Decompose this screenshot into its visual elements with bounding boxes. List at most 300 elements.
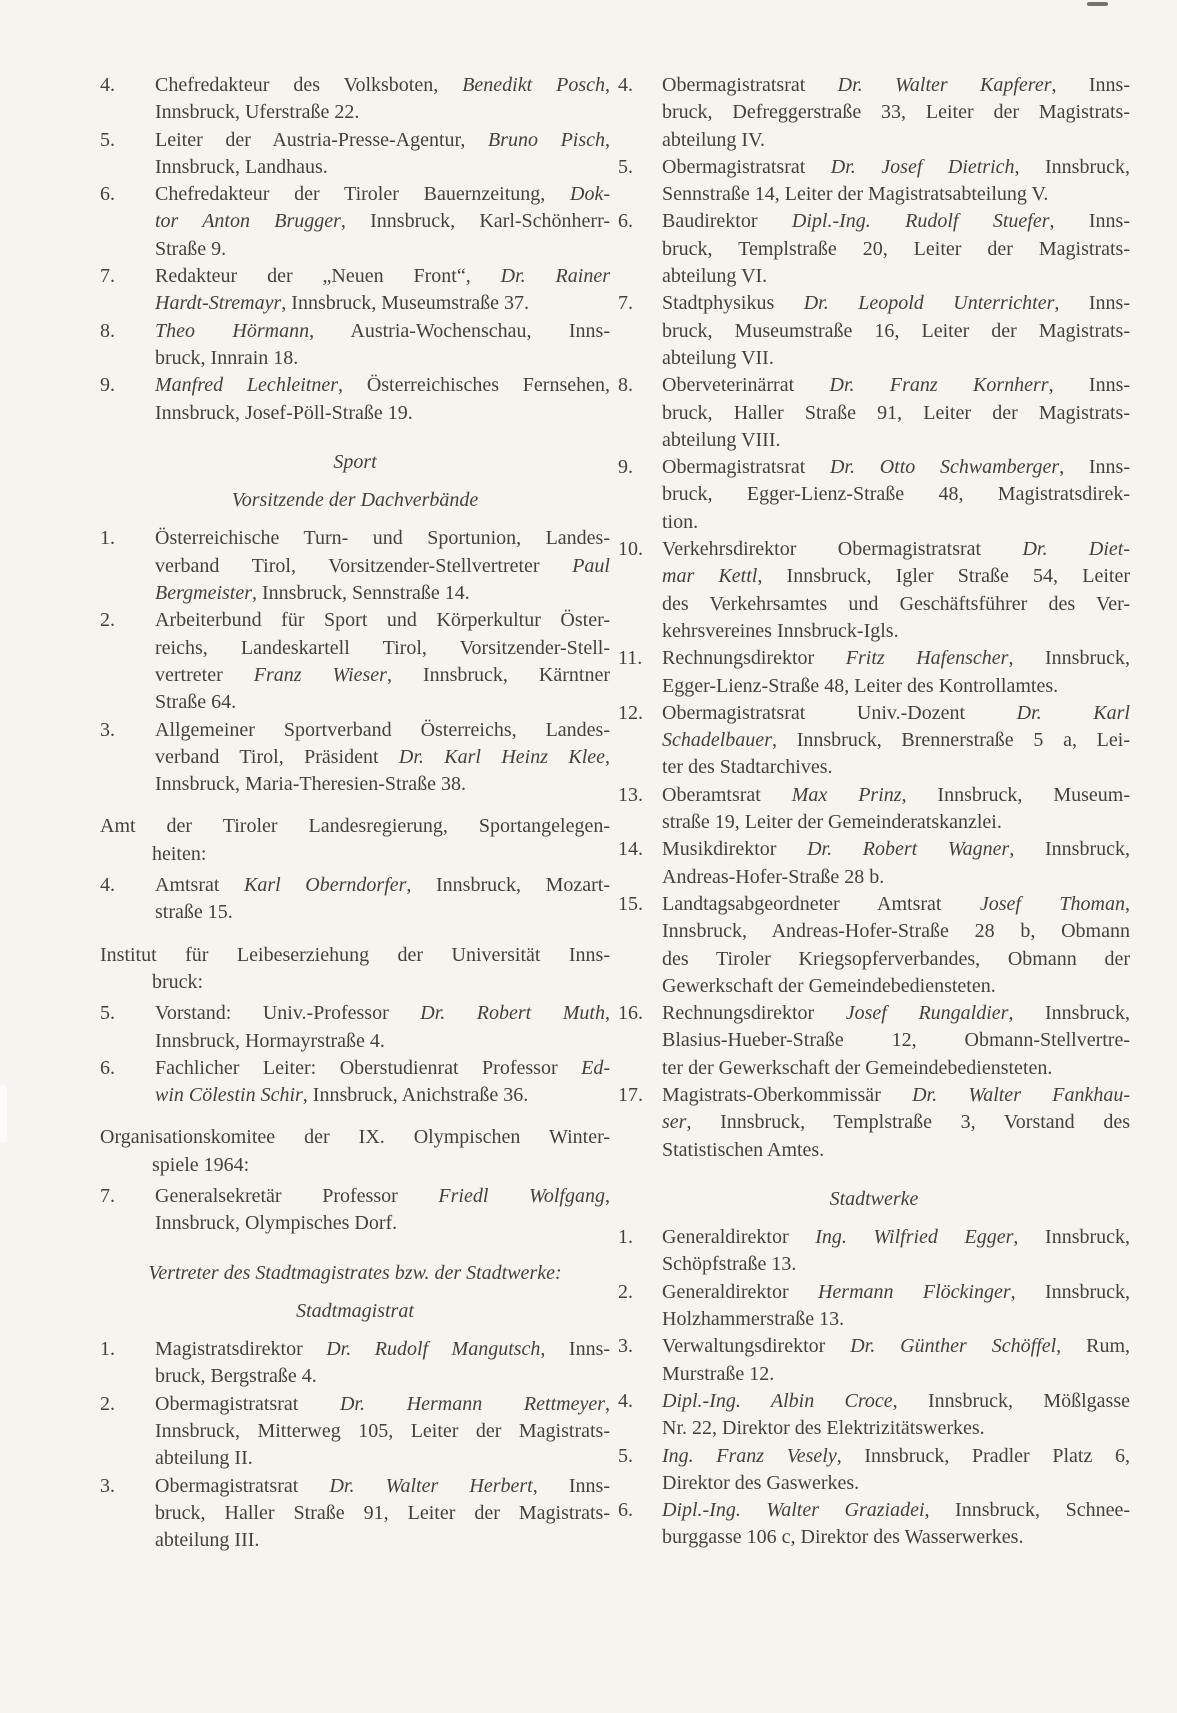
item-number: 8. — [618, 374, 633, 397]
text-line — [618, 645, 1130, 672]
italic-name: Ing. Wilfried Egger — [815, 1226, 1014, 1249]
italic-name: Ing. Franz Vesely — [662, 1444, 837, 1467]
text-line — [100, 290, 610, 317]
italic-name: Dr. Rainer — [500, 265, 610, 288]
text-line — [618, 618, 1130, 645]
text-line — [618, 973, 1130, 1000]
text-run: Amt der Tiroler Landesregierung, Sportangelegen- — [100, 815, 610, 838]
text-run: Rechnungsdirektor — [662, 647, 846, 670]
italic-name: ser — [662, 1111, 687, 1134]
text-run: spiele 1964: — [152, 1153, 250, 1176]
text-line — [100, 99, 610, 126]
italic-name: Franz Wieser — [253, 663, 387, 686]
text-line — [618, 1055, 1130, 1082]
text-line — [618, 154, 1130, 181]
item-number: 8. — [100, 319, 115, 342]
text-line — [618, 1137, 1130, 1164]
list-item — [618, 208, 1130, 290]
text-line — [100, 1336, 610, 1363]
text-run: Innsbruck, Olympisches Dorf. — [155, 1212, 398, 1235]
list-item — [100, 263, 610, 318]
item-number: 5. — [100, 1002, 115, 1025]
text-line — [618, 1443, 1130, 1470]
text-line — [618, 127, 1130, 154]
text-run: , Innsbruck, Schnee- — [924, 1499, 1130, 1522]
list-item — [100, 717, 610, 799]
italic-name: Fritz Hafenscher — [845, 647, 1009, 670]
list-item — [618, 290, 1130, 372]
text-run: Straße 9. — [155, 237, 227, 260]
text-line — [618, 1333, 1130, 1360]
text-line — [618, 290, 1130, 317]
text-line — [100, 154, 610, 181]
list-item — [618, 836, 1130, 891]
italic-name: Dr. Walter Herbert — [329, 1474, 533, 1497]
text-run: , Innsbruck, — [1009, 838, 1130, 861]
text-run: vertreter — [155, 663, 254, 686]
text-run: straße 19, Leiter der Gemeinderatskanzlei. — [662, 811, 1002, 834]
text-run: , Innsbruck, Museumstraße 37. — [281, 292, 530, 315]
italic-name: Theo Hörmann — [155, 319, 310, 342]
text-run: Leiter der Austria-Presse-Agentur, — [155, 128, 488, 151]
text-line — [100, 969, 610, 996]
text-run: Obermagistratsrat — [662, 155, 831, 178]
list-item — [100, 372, 610, 427]
item-number: 16. — [618, 1002, 643, 1025]
text-run: Innsbruck, Mitterweg 105, Leiter der Magistrats- — [155, 1420, 610, 1443]
paragraph — [100, 927, 610, 997]
list-item — [618, 72, 1130, 154]
text-run: , Innsbruck, Sennstraße 14. — [252, 582, 470, 605]
text-line — [618, 1224, 1130, 1251]
text-run: , Innsbruck, Mößlgasse — [892, 1389, 1130, 1412]
text-line — [618, 481, 1130, 508]
item-number: 5. — [100, 128, 115, 151]
italic-name: Dr. Hermann Rettmeyer — [339, 1392, 606, 1415]
italic-name: Dr. Karl Heinz Klee — [398, 745, 606, 768]
text-line — [618, 454, 1130, 481]
list-item — [100, 127, 610, 182]
text-run: Arbeiterbund für Sport und Körperkultur Öster- — [155, 609, 610, 632]
list-item — [100, 868, 610, 927]
italic-name: Dipl.-Ing. Rudolf Stuefer — [791, 210, 1050, 233]
list-item — [618, 1279, 1130, 1334]
list-item — [618, 372, 1130, 454]
text-run: abteilung II. — [155, 1447, 253, 1470]
text-line — [618, 427, 1130, 454]
text-line — [618, 864, 1130, 891]
text-run: des Tiroler Kriegsopferverbandes, Obmann der — [662, 947, 1130, 970]
text-line — [618, 1279, 1130, 1306]
text-run: verband Tirol, Präsident — [155, 745, 399, 768]
text-run: , — [605, 1184, 610, 1207]
text-line — [618, 1388, 1130, 1415]
text-run: heiten: — [152, 842, 207, 865]
item-number: 9. — [100, 374, 115, 397]
text-run: , — [605, 128, 611, 151]
italic-name: Dr. Robert Muth — [420, 1002, 605, 1025]
text-run: , Innsbruck, Museum- — [901, 783, 1130, 806]
text-line — [618, 72, 1130, 99]
text-run: Allgemeiner Sportverband Österreichs, Landes- — [155, 718, 610, 741]
list-item — [100, 1336, 610, 1391]
item-number: 7. — [618, 292, 633, 315]
text-run: Stadtphysikus — [662, 292, 804, 315]
text-line — [100, 345, 610, 372]
text-run: Schöpfstraße 13. — [662, 1253, 797, 1276]
list-item — [618, 1443, 1130, 1498]
list-item — [100, 1391, 610, 1473]
text-run: Baudirektor — [662, 210, 792, 233]
text-line — [618, 400, 1130, 427]
text-run: Obermagistratsrat — [155, 1474, 330, 1497]
item-number: 4. — [618, 74, 633, 96]
text-line — [100, 1527, 610, 1554]
list-item — [618, 1333, 1130, 1388]
text-run: Statistischen Amtes. — [662, 1138, 825, 1161]
text-run: des Verkehrsamtes und Geschäftsführer des Ver- — [662, 592, 1130, 615]
item-number: 1. — [618, 1226, 633, 1249]
list-item — [618, 1000, 1130, 1082]
item-number: 6. — [100, 1056, 115, 1079]
text-run: Innsbruck, Maria-Theresien-Straße 38. — [155, 773, 466, 796]
text-run: , Innsbruck, Pradler Platz 6, — [836, 1444, 1130, 1467]
text-run: , Innsbruck, Brennerstraße 5 a, Lei- — [771, 729, 1130, 752]
text-line — [618, 208, 1130, 235]
text-run: , Innsbruck, — [1014, 155, 1131, 178]
italic-name: Dr. Leopold Unterrichter — [803, 292, 1055, 315]
italic-name: Dok- — [570, 183, 610, 206]
text-run: , Innsbruck, Templstraße 3, Vorstand des — [686, 1111, 1130, 1134]
item-number: 3. — [100, 1474, 115, 1497]
text-run: Egger-Lienz-Straße 48, Leiter des Kontrollamtes. — [662, 674, 1059, 697]
text-run: Sennstraße 14, Leiter der Magistratsabteilung V. — [662, 183, 1049, 206]
text-line — [618, 809, 1130, 836]
text-line — [100, 717, 610, 744]
italic-name: Dr. Otto Schwamberger — [829, 456, 1060, 479]
item-number: 14. — [618, 838, 643, 861]
text-line — [100, 400, 610, 427]
list-item — [100, 607, 610, 716]
text-line — [100, 208, 610, 235]
text-run: Verwaltungsdirektor — [662, 1335, 851, 1358]
text-run: Direktor des Gaswerkes. — [662, 1471, 860, 1494]
italic-name: Schadelbauer — [662, 729, 772, 752]
item-number: 3. — [100, 718, 115, 741]
italic-name: Bergmeister — [155, 582, 253, 605]
section-heading: Sport — [333, 450, 377, 473]
text-line — [100, 1363, 610, 1390]
text-run: tion. — [662, 510, 699, 533]
text-line — [100, 1391, 610, 1418]
italic-name: Bruno Pisch — [487, 128, 606, 151]
italic-name: mar Kettl — [662, 565, 758, 588]
text-run: bruck, Templstraße 20, Leiter der Magistrats- — [662, 237, 1130, 260]
list-item — [618, 1082, 1130, 1164]
text-run: abteilung VI. — [662, 265, 768, 288]
text-run: bruck, Museumstraße 16, Leiter der Magistrats- — [662, 319, 1130, 342]
text-run: ter der Gewerkschaft der Gemeindebediensteten. — [662, 1056, 1053, 1079]
text-run: , Inns- — [1059, 456, 1130, 479]
page-corner-mark — [1087, 2, 1108, 6]
italic-name: win Cölestin Schir — [155, 1084, 303, 1107]
italic-name: Dr. Günther Schöffel — [850, 1335, 1057, 1358]
text-line — [618, 99, 1130, 126]
text-run: straße 15. — [155, 901, 233, 924]
text-line — [618, 1470, 1130, 1497]
text-line — [618, 673, 1130, 700]
list-item — [100, 72, 610, 127]
text-line — [618, 345, 1130, 372]
text-run: bruck, Defreggerstraße 33, Leiter der Magistrats- — [662, 101, 1130, 124]
italic-name: Max Prinz — [791, 783, 902, 806]
text-run: Fachlicher Leiter: Oberstudienrat Professor — [155, 1056, 582, 1079]
text-run: bruck, Egger-Lienz-Straße 48, Magistratsdirek- — [662, 483, 1130, 506]
text-run: , Inns- — [540, 1338, 611, 1361]
text-line — [100, 872, 610, 899]
text-line — [100, 1082, 610, 1109]
text-line — [100, 1500, 610, 1527]
text-run: burggasse 106 c, Direktor des Wasserwerkes. — [662, 1526, 1024, 1549]
text-line — [618, 891, 1130, 918]
text-run: bruck, Haller Straße 91, Leiter der Magistrats- — [662, 401, 1130, 424]
list-item — [100, 1179, 610, 1238]
item-number: 2. — [100, 1392, 115, 1415]
text-run: , Austria-Wochenschau, Inns- — [309, 319, 610, 342]
text-line — [100, 1028, 610, 1055]
section-heading: Vertreter des Stadtmagistrates bzw. der Stadtwerke: — [148, 1261, 562, 1284]
text-line — [100, 771, 610, 798]
text-run: Österreichische Turn- und Sportunion, Landes- — [155, 527, 610, 550]
text-run: Obermagistratsrat — [662, 456, 830, 479]
item-number: 7. — [100, 1184, 115, 1207]
text-line — [100, 1445, 610, 1472]
section-heading: Vorsitzende der Dachverbände — [231, 489, 479, 512]
text-line — [618, 536, 1130, 563]
italic-name: Benedikt Posch — [462, 74, 605, 96]
list-item — [100, 181, 610, 263]
text-run: , — [1124, 892, 1130, 915]
text-run: bruck: — [152, 970, 204, 993]
italic-name: Karl Oberndorfer — [244, 874, 407, 897]
list-item — [618, 536, 1130, 645]
text-run: Gewerkschaft der Gemeindebediensteten. — [662, 974, 996, 997]
text-run: abteilung IV. — [662, 128, 765, 151]
italic-name: Dr. Karl — [1016, 701, 1130, 724]
text-line — [100, 72, 610, 99]
list-item — [618, 645, 1130, 700]
italic-name: Dr. Walter Fankhau- — [912, 1083, 1130, 1106]
text-run: Musikdirektor — [662, 838, 808, 861]
item-number: 6. — [618, 210, 633, 233]
list-item — [618, 454, 1130, 536]
text-line — [618, 782, 1130, 809]
text-run: , — [605, 745, 611, 768]
text-run: Innsbruck, Landhaus. — [155, 155, 328, 178]
text-run: Redakteur der „Neuen Front“, — [155, 265, 501, 288]
item-number: 5. — [618, 1444, 633, 1467]
text-line — [100, 635, 610, 662]
italic-name: Manfred Lechleitner — [155, 374, 339, 397]
text-run: Straße 64. — [155, 691, 237, 714]
list-item — [618, 154, 1130, 209]
italic-name: Dr. Josef Dietrich — [830, 155, 1015, 178]
text-line — [618, 754, 1130, 781]
paragraph — [100, 1109, 610, 1179]
text-run: , Inns- — [1048, 374, 1131, 397]
text-line — [100, 1000, 610, 1027]
text-run: Obermagistratsrat — [662, 74, 838, 96]
list-item — [100, 996, 610, 1055]
text-line — [618, 1109, 1130, 1136]
item-number: 13. — [618, 783, 643, 806]
italic-name: Dr. Diet- — [1022, 538, 1130, 561]
text-line — [100, 1210, 610, 1237]
text-line — [100, 127, 610, 154]
text-line — [100, 553, 610, 580]
text-line — [100, 372, 610, 399]
item-number: 4. — [100, 874, 115, 897]
list-item — [100, 1055, 610, 1110]
text-line — [618, 918, 1130, 945]
text-run: Murstraße 12. — [662, 1362, 775, 1385]
section-heading: Stadtmagistrat — [296, 1299, 414, 1322]
list-item — [100, 525, 610, 607]
text-run: Innsbruck, Uferstraße 22. — [155, 101, 360, 124]
item-number: 1. — [100, 527, 115, 550]
text-run: Oberveterinärrat — [662, 374, 830, 397]
text-run: Obermagistratsrat Univ.-Dozent — [662, 701, 1017, 724]
text-line — [618, 1027, 1130, 1054]
text-line — [618, 591, 1130, 618]
text-run: bruck, Innrain 18. — [155, 346, 299, 369]
text-run: Magistratsdirektor — [155, 1338, 327, 1361]
italic-name: Friedl Wolfgang — [438, 1184, 605, 1207]
item-number: 4. — [100, 74, 115, 96]
text-run: , Inns- — [1051, 74, 1130, 96]
text-line — [618, 181, 1130, 208]
text-line — [100, 1418, 610, 1445]
text-line — [618, 727, 1130, 754]
list-item — [618, 1224, 1130, 1279]
text-line — [100, 1183, 610, 1210]
text-line — [100, 1473, 610, 1500]
italic-name: Dipl.-Ing. Albin Croce — [662, 1389, 893, 1412]
text-line — [618, 318, 1130, 345]
text-run: verband Tirol, Vorsitzender-Stellvertreter — [155, 554, 573, 577]
text-line — [100, 607, 610, 634]
item-number: 10. — [618, 538, 643, 561]
italic-name: Dr. Robert Wagner — [807, 838, 1010, 861]
text-run: Verkehrsdirektor Obermagistratsrat — [662, 538, 1023, 561]
italic-name: Paul — [572, 554, 610, 577]
text-line — [100, 1055, 610, 1082]
text-run: ter des Stadtarchives. — [662, 756, 833, 779]
italic-name: tor Anton Brugger — [155, 210, 341, 233]
item-number: 15. — [618, 892, 643, 915]
list-item — [618, 1388, 1130, 1443]
item-number: 9. — [618, 456, 633, 479]
text-run: , Innsbruck, Mozart- — [406, 874, 610, 897]
text-line — [100, 813, 610, 840]
text-line — [618, 946, 1130, 973]
text-run: , Innsbruck, — [1010, 1280, 1131, 1303]
text-column-left — [100, 72, 610, 1555]
italic-name: Hermann Flöckinger — [817, 1280, 1011, 1303]
text-run: , Inns- — [532, 1474, 610, 1497]
item-number: 2. — [618, 1280, 633, 1303]
text-run: Innsbruck, Josef-Pöll-Straße 19. — [155, 401, 413, 424]
text-run: abteilung III. — [155, 1529, 260, 1552]
item-number: 2. — [100, 609, 115, 632]
item-number: 6. — [618, 1499, 633, 1522]
text-run: Vorstand: Univ.-Professor — [155, 1002, 421, 1025]
text-line — [100, 942, 610, 969]
text-line — [618, 700, 1130, 727]
text-run: , Innsbruck, — [1013, 1226, 1131, 1249]
section-heading: Stadtwerke — [829, 1187, 919, 1210]
text-run: , Innsbruck, — [1008, 1002, 1130, 1025]
text-line — [100, 181, 610, 208]
text-run: , Inns- — [1054, 292, 1130, 315]
text-line — [100, 1152, 610, 1179]
text-line — [618, 1497, 1130, 1524]
italic-name: Dr. Rudolf Mangutsch — [326, 1338, 541, 1361]
text-run: bruck, Bergstraße 4. — [155, 1365, 317, 1388]
text-line — [618, 236, 1130, 263]
text-line — [618, 1361, 1130, 1388]
text-line — [100, 662, 610, 689]
italic-name: Josef Thoman — [979, 892, 1125, 915]
text-run: , Innsbruck, Kärntner — [386, 663, 610, 686]
text-line — [100, 236, 610, 263]
text-line — [618, 1306, 1130, 1333]
text-run: Oberamtsrat — [662, 783, 792, 806]
text-run: Andreas-Hofer-Straße 28 b. — [662, 865, 885, 888]
text-run: Generaldirektor — [662, 1226, 816, 1249]
italic-name: Dipl.-Ing. Walter Graziadei — [662, 1499, 925, 1522]
text-run: Landtagsabgeordneter Amtsrat — [662, 892, 980, 915]
text-run: Innsbruck, Hormayrstraße 4. — [155, 1029, 385, 1052]
text-run: , Innsbruck, Anichstraße 36. — [302, 1084, 529, 1107]
text-run: Nr. 22, Direktor des Elektrizitätswerkes. — [662, 1417, 985, 1440]
text-run: , — [605, 1392, 611, 1415]
text-line — [618, 372, 1130, 399]
text-line — [100, 318, 610, 345]
italic-name: Ed- — [581, 1056, 610, 1079]
text-run: Obermagistratsrat — [155, 1392, 340, 1415]
item-number: 12. — [618, 701, 643, 724]
text-line — [618, 509, 1130, 536]
text-run: , Innsbruck, — [1008, 647, 1130, 670]
text-run: Chefredakteur des Volksboten, — [155, 74, 463, 96]
text-run: abteilung VIII. — [662, 428, 781, 451]
text-run: Institut für Leibeserziehung der Universität Inns- — [100, 943, 610, 966]
text-line — [618, 1251, 1130, 1278]
text-run: , Innsbruck, Karl-Schönherr- — [340, 210, 610, 233]
text-line — [618, 1082, 1130, 1109]
item-number: 1. — [100, 1338, 115, 1361]
list-item — [618, 782, 1130, 837]
text-run: Generaldirektor — [662, 1280, 818, 1303]
italic-name: Dr. Walter Kapferer — [837, 74, 1052, 96]
list-item — [618, 891, 1130, 1000]
item-number: 5. — [618, 155, 633, 178]
text-line — [100, 580, 610, 607]
text-run: Magistrats-Oberkommissär — [662, 1083, 913, 1106]
text-run: abteilung VII. — [662, 346, 774, 369]
text-line — [100, 841, 610, 868]
